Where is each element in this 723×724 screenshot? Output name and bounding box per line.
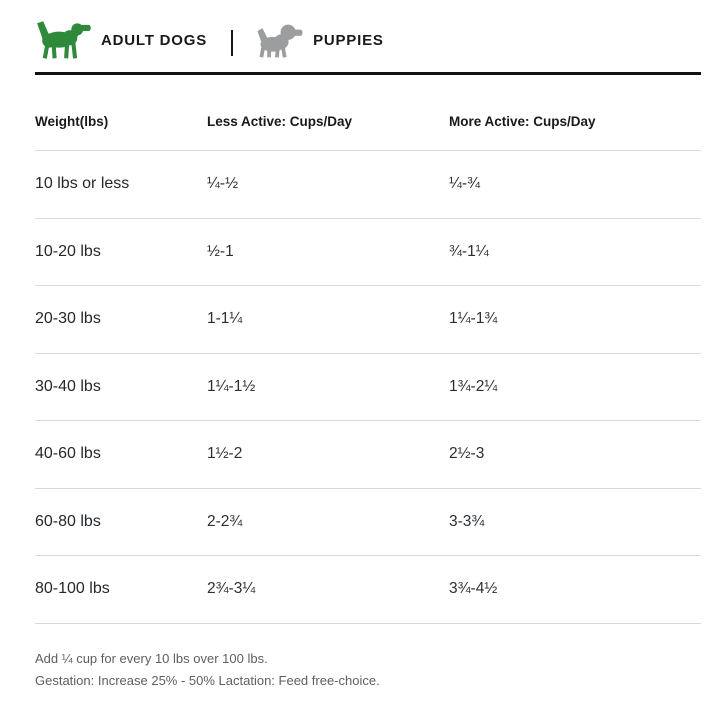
weight-cell: 60-80 lbs bbox=[35, 512, 101, 530]
tab-divider bbox=[231, 30, 233, 56]
more-active-cell: 3-3¾ bbox=[449, 512, 485, 530]
weight-cell: 20-30 lbs bbox=[35, 310, 101, 328]
more-active-cell: ¾-1¼ bbox=[449, 242, 489, 260]
less-active-cell: ½-1 bbox=[207, 242, 234, 260]
tab-puppies[interactable] bbox=[255, 21, 384, 59]
weight-cell: 40-60 lbs bbox=[35, 445, 101, 463]
weight-cell: 80-100 lbs bbox=[35, 580, 110, 598]
table-row bbox=[35, 421, 701, 489]
table-row bbox=[35, 354, 701, 422]
puppy-icon bbox=[255, 21, 304, 59]
feeding-table bbox=[35, 72, 701, 624]
note-gestation-lactation: Gestation: Increase 25% - 50% Lactation: Feed free-choice. bbox=[35, 672, 380, 688]
more-active-cell: 2½-3 bbox=[449, 445, 485, 463]
tab-puppies-label: PUPPIES bbox=[313, 31, 384, 49]
feeding-notes bbox=[35, 648, 701, 692]
less-active-cell: 1¼-1½ bbox=[207, 377, 256, 395]
more-active-cell: 3¾-4½ bbox=[449, 580, 498, 598]
table-header-row bbox=[35, 75, 701, 151]
adult-dog-icon bbox=[35, 20, 92, 61]
more-active-cell: 1¼-1¾ bbox=[449, 310, 498, 328]
more-active-cell: ¼-¾ bbox=[449, 175, 481, 193]
more-active-cell: 1¾-2¼ bbox=[449, 377, 498, 395]
table-row bbox=[35, 489, 701, 557]
column-header-weight: Weight(lbs) bbox=[35, 114, 109, 129]
less-active-cell: 1½-2 bbox=[207, 445, 243, 463]
note-over-100-lbs: Add ¼ cup for every 10 lbs over 100 lbs. bbox=[35, 650, 268, 666]
less-active-cell: ¼-½ bbox=[207, 175, 239, 193]
column-header-more-active: More Active: Cups/Day bbox=[449, 114, 596, 129]
table-row bbox=[35, 286, 701, 354]
table-row bbox=[35, 151, 701, 219]
table-row bbox=[35, 219, 701, 287]
less-active-cell: 2¾-3¼ bbox=[207, 580, 256, 598]
less-active-cell: 2-2¾ bbox=[207, 512, 243, 530]
column-header-less-active: Less Active: Cups/Day bbox=[207, 114, 353, 129]
weight-cell: 10 lbs or less bbox=[35, 175, 130, 193]
dog-type-tabs bbox=[35, 14, 701, 66]
tab-adult-dogs-label: ADULT DOGS bbox=[101, 31, 208, 49]
tab-adult-dogs[interactable] bbox=[35, 20, 207, 61]
weight-cell: 10-20 lbs bbox=[35, 242, 101, 260]
weight-cell: 30-40 lbs bbox=[35, 377, 101, 395]
less-active-cell: 1-1¼ bbox=[207, 310, 243, 328]
table-row bbox=[35, 556, 701, 624]
